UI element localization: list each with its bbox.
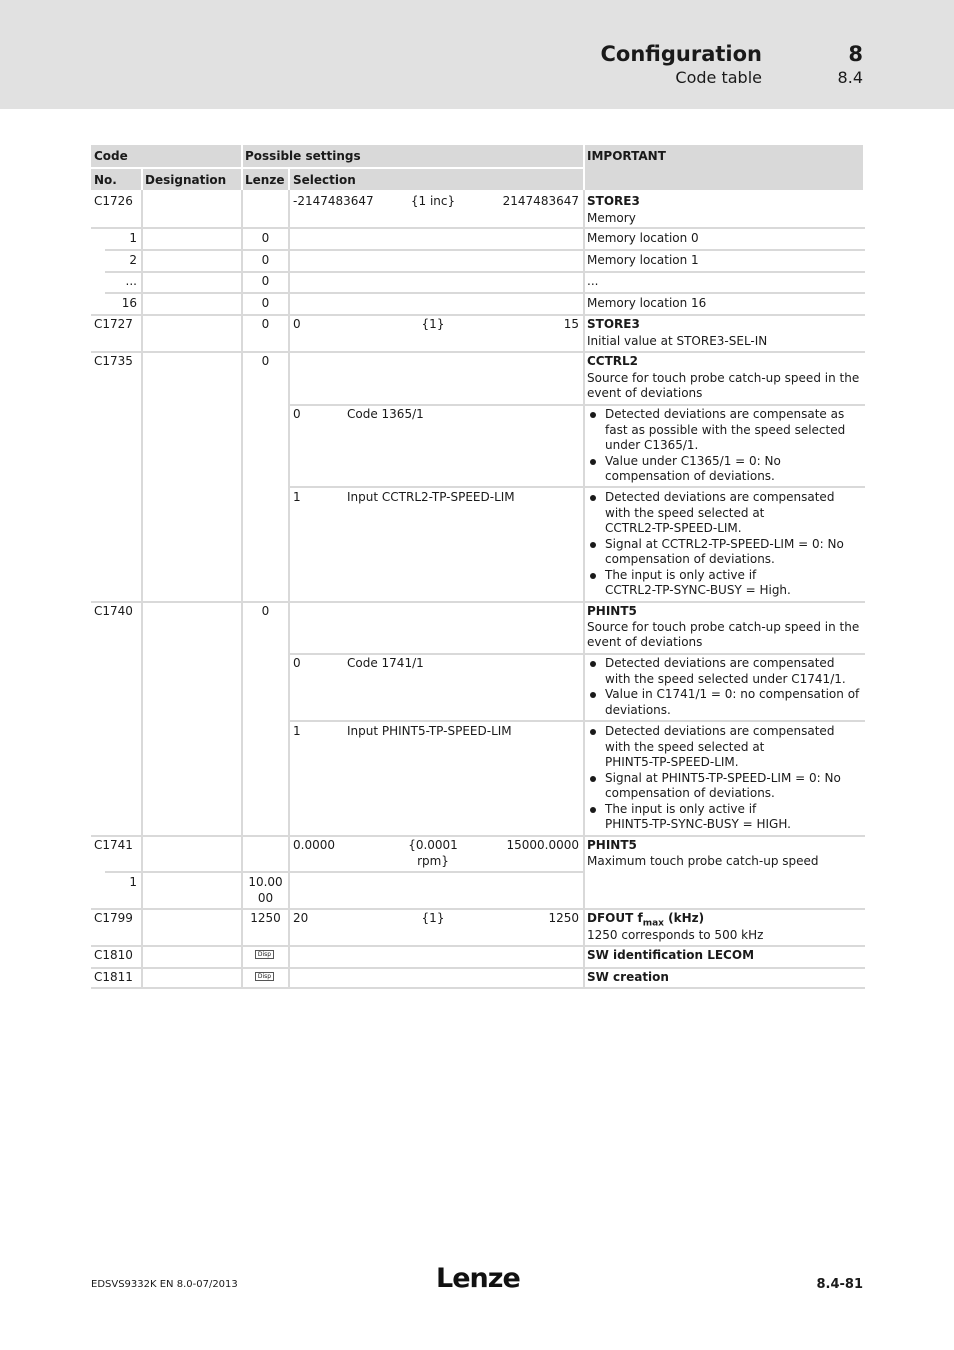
c1726-sub-16-desc: Memory location 16: [587, 296, 707, 310]
c1726-sub-1-desc: Memory location 0: [587, 231, 699, 245]
header-no: No.: [94, 173, 117, 187]
c1740-lenze: 0: [261, 604, 270, 618]
c1740-option-0-notes: [587, 656, 859, 718]
c1799-lenze: 1250: [250, 911, 281, 925]
c1740-option-0-label: Code 1741/1: [347, 656, 424, 670]
c1727-min: 0: [293, 317, 301, 331]
c1740-title: PHINT5: [587, 604, 637, 618]
c1735-option-0-notes: [587, 407, 845, 485]
c1735-option-1-label: Input CCTRL2-TP-SPEED-LIM: [347, 490, 515, 504]
c1741-increment: {0.0001 rpm}: [408, 838, 458, 868]
code-c1799: C1799: [94, 911, 133, 925]
c1726-sub-2-lenze: 0: [261, 253, 270, 267]
section-number: 8.4: [837, 68, 863, 87]
c1735-lenze: 0: [261, 354, 270, 368]
header-important: IMPORTANT: [587, 149, 666, 163]
list-item: Detected deviations are compensated with the speed selected at PHINT5-TP-SPEED-LIM.: [587, 724, 841, 771]
code-c1726: C1726: [94, 194, 133, 208]
c1726-max: 2147483647: [502, 194, 579, 208]
header-possible-settings: Possible settings: [245, 149, 361, 163]
document-id: EDSVS9332K EN 8.0-07/2013: [91, 1279, 238, 1290]
header-designation: Designation: [145, 173, 227, 187]
c1741-max: 15000.0000: [506, 838, 579, 852]
c1727-max: 15: [563, 317, 579, 331]
c1740-option-0-value: 0: [293, 656, 301, 670]
c1726-sub-1-no: 1: [129, 231, 137, 245]
page-header: [0, 0, 954, 109]
c1735-title: CCTRL2: [587, 354, 639, 368]
c1735-description-line-1: Source for touch probe catch-up speed in the: [587, 371, 860, 385]
list-item: Signal at CCTRL2-TP-SPEED-LIM = 0: No compensation of deviations.: [587, 537, 844, 568]
list-item: The input is only active if PHINT5-TP-SYNC-BUSY = HIGH.: [587, 802, 841, 833]
c1727-lenze: 0: [261, 317, 270, 331]
c1726-min: -2147483647: [293, 194, 374, 208]
c1741-sub-1-no: 1: [129, 875, 137, 889]
c1740-option-1-notes: [587, 724, 841, 833]
c1735-option-0-value: 0: [293, 407, 301, 421]
c1735-option-0-label: Code 1365/1: [347, 407, 424, 421]
code-c1810: C1810: [94, 948, 133, 962]
chapter-number: 8: [848, 42, 863, 66]
list-item: Detected deviations are compensated with the speed selected under C1741/1.: [587, 656, 859, 687]
c1799-description: 1250 corresponds to 500 kHz: [587, 928, 764, 942]
c1811-title: SW creation: [587, 970, 669, 984]
c1726-sub-dots-lenze: 0: [261, 274, 270, 288]
c1740-description-line-2: event of deviations: [587, 635, 703, 649]
c1726-sub-dots-no: ...: [125, 274, 137, 288]
c1741-title: PHINT5: [587, 838, 637, 852]
chapter-title: Configuration: [600, 42, 762, 66]
c1727-increment: {1}: [421, 317, 445, 331]
list-item: Detected deviations are compensate as fast as possible with the speed selected under C1365/1.: [587, 407, 845, 454]
c1726-sub-dots-desc: ...: [587, 274, 599, 288]
list-item: Value under C1365/1 = 0: No compensation of deviations.: [587, 454, 845, 485]
c1799-max: 1250: [548, 911, 579, 925]
list-item: Signal at PHINT5-TP-SPEED-LIM = 0: No compensation of deviations.: [587, 771, 841, 802]
code-c1735: C1735: [94, 354, 133, 368]
c1726-sub-16-lenze: 0: [261, 296, 270, 310]
c1810-title: SW identification LECOM: [587, 948, 755, 962]
c1799-min: 20: [293, 911, 309, 925]
c1741-sub-1-lenze: 10.00 00: [248, 875, 283, 905]
c1735-description-line-2: event of deviations: [587, 386, 703, 400]
c1810-display-only-icon: Disp: [255, 950, 274, 959]
c1726-title: STORE3: [587, 194, 640, 208]
c1741-description: Maximum touch probe catch-up speed: [587, 854, 819, 868]
c1799-increment: {1}: [421, 911, 445, 925]
c1726-description: Memory: [587, 211, 636, 225]
c1726-sub-2-no: 2: [129, 253, 137, 267]
c1726-increment: {1 inc}: [410, 194, 456, 208]
code-c1811: C1811: [94, 970, 133, 984]
section-title: Code table: [675, 68, 762, 87]
c1740-option-1-label: Input PHINT5-TP-SPEED-LIM: [347, 724, 512, 738]
c1735-option-1-notes: [587, 490, 844, 599]
code-c1727: C1727: [94, 317, 133, 331]
list-item: Value in C1741/1 = 0: no compensation of deviations.: [587, 687, 859, 718]
c1740-option-1-value: 1: [293, 724, 301, 738]
c1727-description: Initial value at STORE3-SEL-IN: [587, 334, 768, 348]
c1726-sub-1-lenze: 0: [261, 231, 270, 245]
list-item: The input is only active if CCTRL2-TP-SYNC-BUSY = High.: [587, 568, 844, 599]
header-lenze: Lenze: [245, 173, 285, 187]
page-number: 8.4-81: [816, 1277, 863, 1292]
c1741-min: 0.0000: [293, 838, 335, 852]
list-item: Detected deviations are compensated with the speed selected at CCTRL2-TP-SPEED-LIM.: [587, 490, 844, 537]
lenze-logo: Lenze: [436, 1263, 520, 1294]
c1811-display-only-icon: Disp: [255, 972, 274, 981]
c1799-title: DFOUT $f_{max}$ (kHz): [587, 911, 705, 929]
code-table: [91, 145, 865, 989]
c1735-option-1-value: 1: [293, 490, 301, 504]
c1726-sub-16-no: 16: [121, 296, 137, 310]
c1727-title: STORE3: [587, 317, 640, 331]
c1740-description-line-1: Source for touch probe catch-up speed in the: [587, 620, 860, 634]
header-selection: Selection: [293, 173, 356, 187]
code-c1741: C1741: [94, 838, 133, 852]
code-c1740: C1740: [94, 604, 133, 618]
header-code: Code: [94, 149, 128, 163]
c1726-sub-2-desc: Memory location 1: [587, 253, 699, 267]
